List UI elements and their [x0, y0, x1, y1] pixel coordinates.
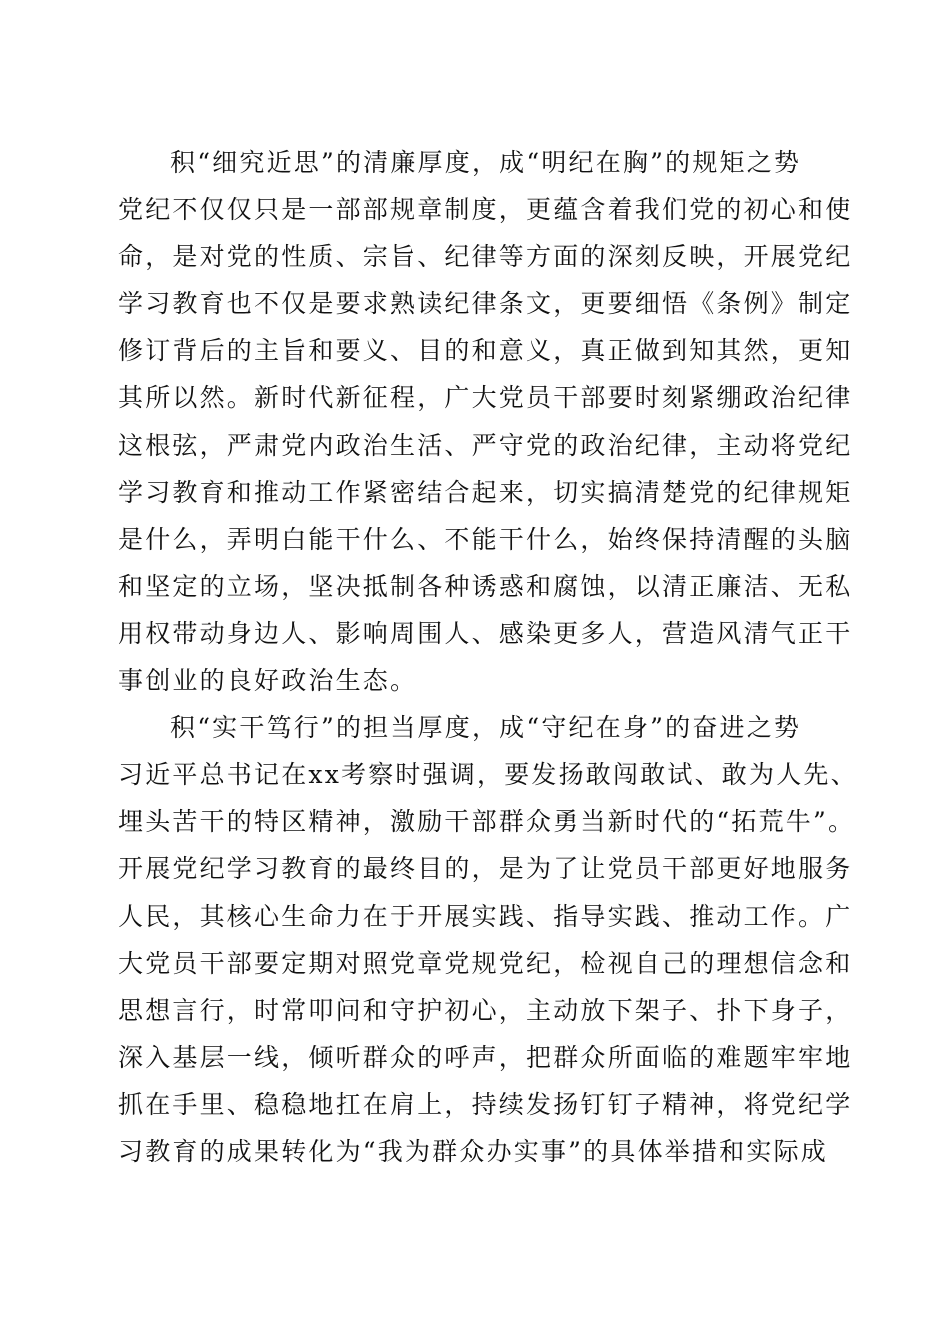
paragraph-line: 学习教育和推动工作紧密结合起来，切实搞清楚党的纪律规矩 — [118, 477, 853, 507]
paragraph-line: 大党员干部要定期对照党章党规党纪，检视自己的理想信念和 — [118, 948, 853, 978]
section-heading-1: 积“细究近思”的清廉厚度，成“明纪在胸”的规矩之势 — [170, 148, 802, 177]
paragraph-line: 党纪不仅仅只是一部部规章制度，更蕴含着我们党的初心和使 — [118, 195, 853, 225]
paragraph-line: 命，是对党的性质、宗旨、纪律等方面的深刻反映，开展党纪 — [118, 242, 853, 272]
paragraph-line: 开展党纪学习教育的最终目的，是为了让党员干部更好地服务 — [118, 854, 853, 884]
paragraph-line: 习近平总书记在xx考察时强调，要发扬敢闯敢试、敢为人先、 — [118, 760, 858, 790]
paragraph-line: 人民，其核心生命力在于开展实践、指导实践、推动工作。广 — [118, 901, 853, 931]
paragraph-line: 这根弦，严肃党内政治生活、严守党的政治纪律，主动将党纪 — [118, 430, 853, 460]
paragraph-line: 习教育的成果转化为“我为群众办实事”的具体举措和实际成 — [118, 1136, 828, 1166]
paragraph-line: 其所以然。新时代新征程，广大党员干部要时刻紧绷政治纪律 — [118, 383, 853, 413]
paragraph-line: 修订背后的主旨和要义、目的和意义，真正做到知其然，更知 — [118, 336, 853, 366]
body-text — [118, 139, 858, 1175]
paragraph-line: 用权带动身边人、影响周围人、感染更多人，营造风清气正干 — [118, 618, 853, 648]
paragraph-line: 埋头苦干的特区精神，激励干部群众勇当新时代的“拓荒牛”。 — [118, 807, 856, 837]
paragraph-line: 和坚定的立场，坚决抵制各种诱惑和腐蚀，以清正廉洁、无私 — [118, 571, 853, 601]
paragraph-line: 事创业的良好政治生态。 — [118, 666, 418, 696]
paragraph-line: 是什么，弄明白能干什么、不能干什么，始终保持清醒的头脑 — [118, 524, 853, 554]
paragraph-line: 思想言行，时常叩问和守护初心，主动放下架子、扑下身子， — [118, 995, 853, 1025]
section-heading-2: 积“实干笃行”的担当厚度，成“守纪在身”的奋进之势 — [170, 713, 802, 743]
paragraph-line: 抓在手里、稳稳地扛在肩上，持续发扬钉钉子精神，将党纪学 — [118, 1089, 853, 1119]
paragraph-line: 学习教育也不仅是要求熟读纪律条文，更要细悟《条例》制定 — [118, 289, 853, 319]
paragraph-line: 深入基层一线，倾听群众的呼声，把群众所面临的难题牢牢地 — [118, 1042, 853, 1072]
